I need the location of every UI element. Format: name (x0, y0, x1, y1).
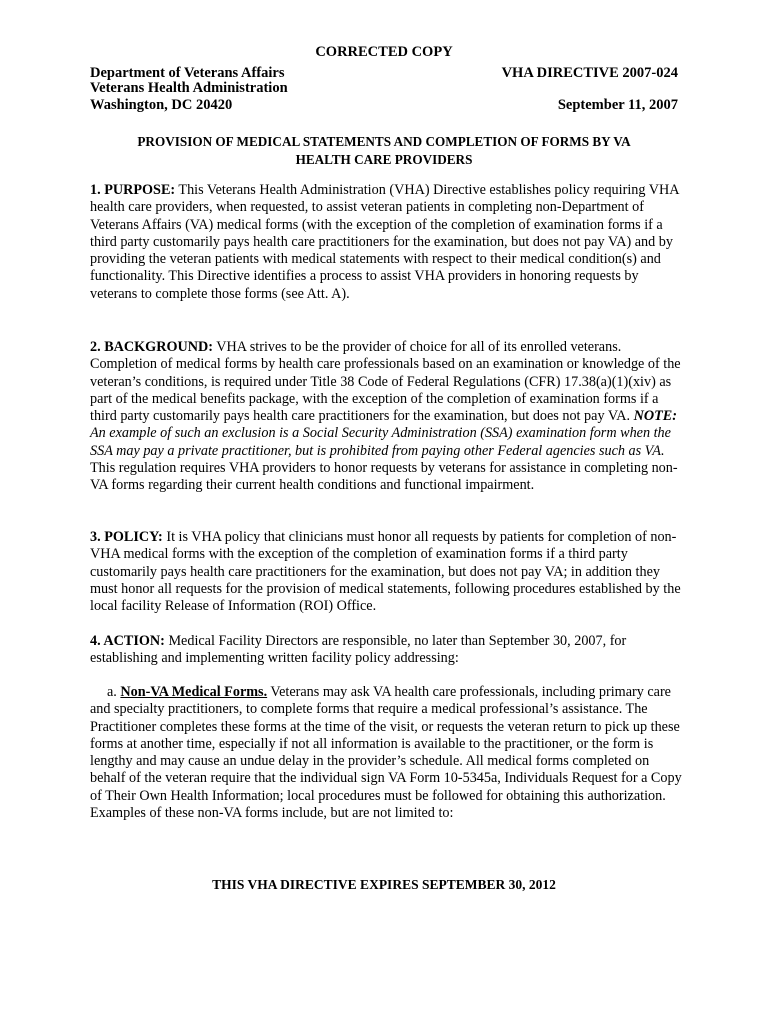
department-name: Department of Veterans Affairs (90, 65, 285, 81)
section-action-a (90, 684, 686, 822)
administration-name: Veterans Health Administration (90, 80, 288, 96)
title-line-1: PROVISION OF MEDICAL STATEMENTS AND COMPLETION OF FORMS BY VA (137, 134, 631, 149)
background-text-after: This regulation requires VHA providers to honor requests by veterans for assistance in completing non-VA forms regarding their current health conditions and functional impairment. (90, 460, 678, 494)
action-heading: 4. ACTION: (90, 633, 165, 649)
directive-date: September 11, 2007 (557, 97, 678, 113)
document-title (90, 133, 678, 169)
purpose-text: This Veterans Health Administration (VHA) Directive establishes policy requiring VHA health care providers, when requested, to assist veteran patients in completing non-Department of Veterans Affairs (VA) medical forms (with the exception of the completion of examination forms if a third party customarily pays health care practitioners for the examination, but does not pay VA) and by providing the veteran patients with medical statements with respect to their medical condition(s) and functionality. This Directive identifies a process to assist VHA providers in honoring requests by veterans to complete those forms (see Att. A). (90, 182, 679, 302)
action-a-text: Veterans may ask VA health care professionals, including primary care and specialty practitioners, to complete forms that require a medical professional’s assistance. The Practitioner completes these forms at the time of the visit, or requests the veteran return to pick up these forms at another time, especially if not all information is available to the practitioner, or the form is lengthy and may cause an undue delay in the provider’s schedule. All medical forms completed on behalf of the veteran require that the individual sign VA Form 10-5345a, Individuals Request for a Copy of Their Own Health Information; local procedures must be followed for obtaining this authorization. Examples of these non-VA forms include, but are not limited to: (90, 684, 682, 822)
action-text: Medical Facility Directors are responsible, no later than September 30, 2007, for establishing and implementing written facility policy addressing: (90, 633, 627, 667)
action-a-marker: a. (107, 684, 121, 700)
action-a-heading: Non-VA Medical Forms. (120, 684, 268, 700)
expiry-footer: THIS VHA DIRECTIVE EXPIRES SEPTEMBER 30, 2012 (212, 877, 556, 892)
directive-number: VHA DIRECTIVE 2007-024 (501, 65, 678, 81)
section-background (90, 339, 686, 495)
background-text: VHA strives to be the provider of choice for all of its enrolled veterans. Completion of medical forms by health care professionals based on an examination or knowledge of the veteran’s conditions, is required under Title 38 Code of Federal Regulations (CFR) 17.38(a)(1)(xiv) as part of the medical benefits package, with the exception of the completion of examination forms if a third party customarily pays health care practitioners for the examination, but does not pay VA. (90, 339, 681, 425)
city-address: Washington, DC 20420 (90, 97, 233, 113)
note-label: NOTE: (633, 408, 677, 425)
purpose-heading: 1. PURPOSE: (90, 182, 176, 198)
section-action (90, 633, 686, 668)
section-policy (90, 529, 686, 615)
corrected-copy-label: CORRECTED COPY (315, 44, 453, 60)
policy-text: It is VHA policy that clinicians must honor all requests by patients for completion of non-VHA medical forms with the exception of the completion of examination forms if a third party customarily pays health care practitioners for the examination, but does not pay VA; in addition they must honor all requests for the provision of medical statements, following procedures established by the local facility Release of Information (ROI) Office. (90, 529, 681, 615)
background-heading: 2. BACKGROUND: (90, 339, 213, 355)
note-text: An example of such an exclusion is a Social Security Administration (SSA) examination form when the SSA may pay a private practitioner, but is prohibited from paying other Federal agencies such as VA. (90, 425, 671, 459)
section-purpose (90, 182, 686, 303)
title-line-2: HEALTH CARE PROVIDERS (295, 152, 473, 167)
policy-heading: 3. POLICY: (90, 529, 163, 545)
